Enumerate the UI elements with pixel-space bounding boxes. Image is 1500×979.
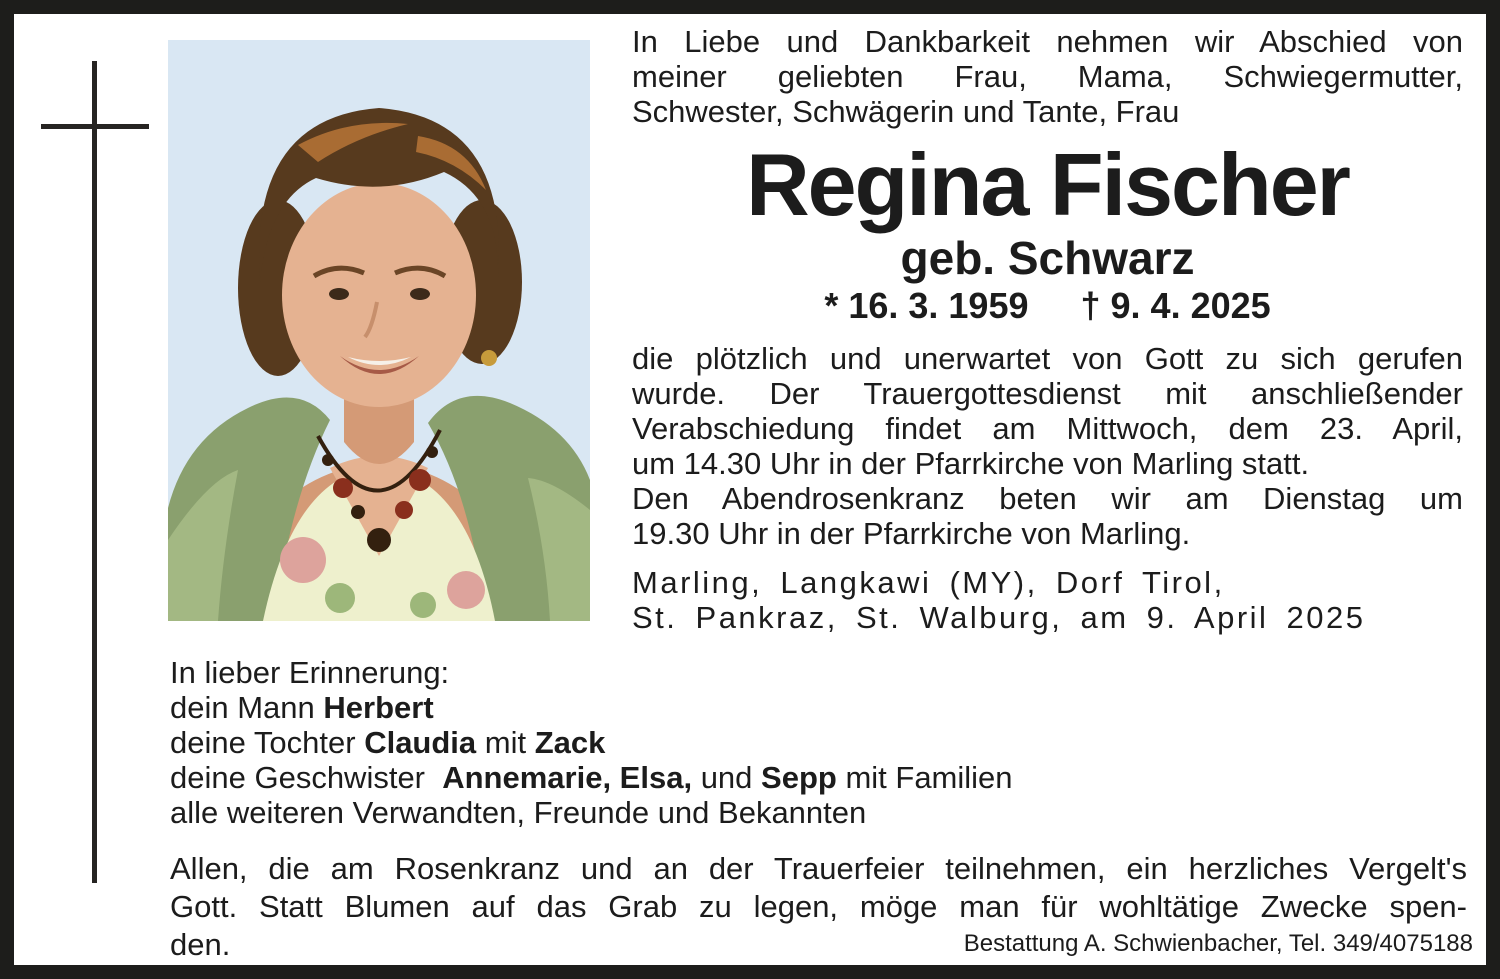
remembrance-line (170, 690, 1320, 725)
closing-line: Allen, die am Rosenkranz und an der Trauerfeier teilnehmen, ein herzliches Vergelt's (170, 851, 1467, 886)
places-line: St. Pankraz, St. Walburg, am 9. April 2025 (632, 600, 1366, 635)
service-line: 19.30 Uhr in der Pfarrkirche von Marling. (632, 516, 1191, 551)
death-date: † 9. 4. 2025 (1080, 285, 1271, 326)
service-paragraph (632, 341, 1463, 551)
life-dates (632, 286, 1463, 326)
remembrance-section (170, 655, 1320, 830)
relative-name: Annemarie, Elsa, (442, 760, 693, 795)
intro-line: meiner geliebten Frau, Mama, Schwiegermutter, (632, 59, 1463, 94)
remembrance-line (170, 725, 1320, 760)
remembrance-line (170, 760, 1320, 795)
portrait-illustration (168, 40, 590, 621)
announcement-column (632, 14, 1463, 654)
relation-text: dein Mann (170, 690, 324, 725)
relative-name: Zack (534, 725, 606, 760)
intro-line: In Liebe und Dankbarkeit nehmen wir Abschied von (632, 24, 1463, 59)
service-line: wurde. Der Trauergottesdienst mit anschließender (632, 376, 1463, 411)
places-paragraph (632, 565, 1463, 635)
birth-date: * 16. 3. 1959 (824, 285, 1029, 326)
relation-text: deine Geschwister (170, 760, 443, 795)
service-line: die plötzlich und unerwartet von Gott zu sich gerufen (632, 341, 1463, 376)
remembrance-title: In lieber Erinnerung: (170, 655, 450, 690)
service-line: Verabschiedung findet am Mittwoch, dem 23. April, (632, 411, 1463, 446)
closing-line: den. (170, 927, 231, 962)
maiden-name: geb. Schwarz (900, 232, 1195, 284)
undertaker-info: Bestattung A. Schwienbacher, Tel. 349/4075188 (963, 930, 1473, 957)
relative-name: Sepp (761, 760, 837, 795)
deceased-name: Regina Fischer (746, 135, 1349, 234)
relative-name: Claudia (364, 725, 477, 760)
relation-text: und (692, 760, 762, 795)
relation-text: deine Tochter (170, 725, 365, 760)
remembrance-line: alle weiteren Verwandten, Freunde und Bekannten (170, 795, 867, 830)
service-line: Den Abendrosenkranz beten wir am Dienstag um (632, 481, 1463, 516)
relation-text: mit Familien (836, 760, 1013, 795)
cross-horizontal-bar (41, 124, 149, 129)
relative-name: Herbert (323, 690, 434, 725)
closing-line: Gott. Statt Blumen auf das Grab zu legen, möge man für wohltätige Zwecke spen- (170, 889, 1467, 924)
cross-vertical-bar (92, 61, 97, 883)
intro-paragraph (632, 24, 1463, 129)
intro-line: Schwester, Schwägerin und Tante, Frau (632, 94, 1180, 129)
places-line: Marling, Langkawi (MY), Dorf Tirol, (632, 565, 1225, 600)
relation-text: mit (476, 725, 535, 760)
service-line: um 14.30 Uhr in der Pfarrkirche von Marling statt. (632, 446, 1310, 481)
portrait-photo (168, 40, 590, 621)
